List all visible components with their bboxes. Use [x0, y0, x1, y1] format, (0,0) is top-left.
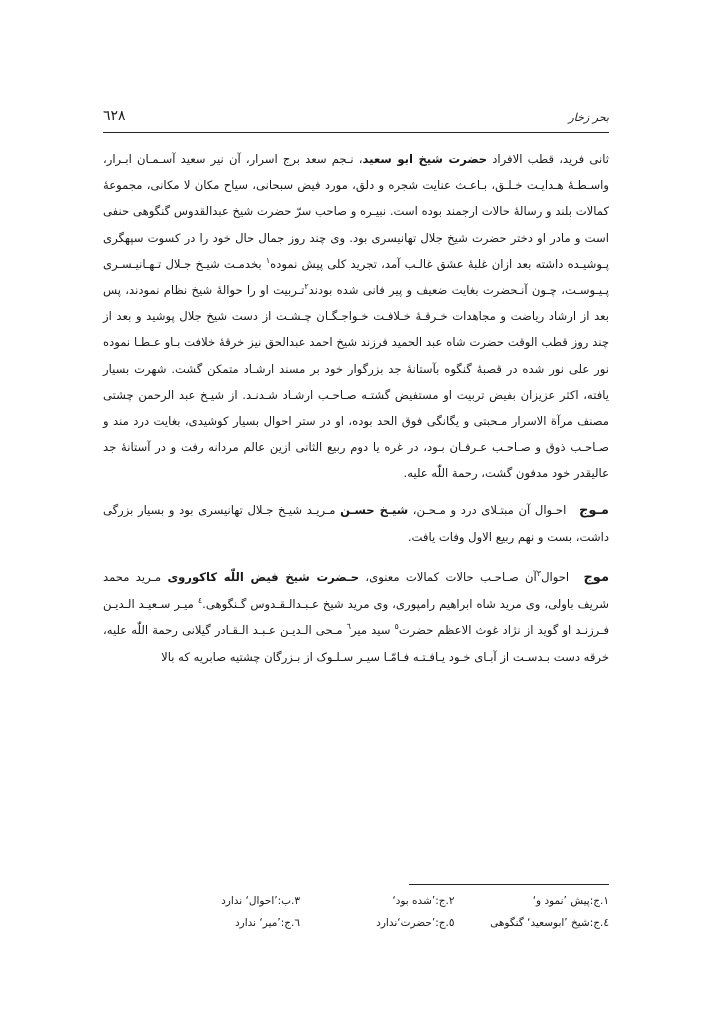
footnote-divider	[409, 884, 609, 885]
paragraph-biography-abu-saeed: ثانی فرید، قطب الافراد حضرت شیخ ابو سعید، نـجم سعد برج اسرار، آن نیر سعید آسـمـان ابـرار، واسـطـهٔ هـدایـت خـلـق، بـاعـث عنایت شجره و دلق، مورد فیض سبحانی، سیاح مکان لا مکانی، مجموعهٔ کمالات بلند و رسالهٔ حالات ارجمند بوده است. نبیـره و صاحب سرّ حضرت شیخ عبدالقدوس گنگوهی حنفی است و مادر او دختر حضرت شیخ جلال تهانیسری بود. وی چند روز جمال حال خود را در کسوت سپهگری پـوشیـده داشته بعد ازان غلبهٔ عشق غالـب آمد، تجرید کلی پیش نموده$^١$ بخدمـت شیـخ جـلال تـهـانیـسـری پـیـوسـت، چـون آنـحضرت بغایت ضعیف و پیر فانی شده بودند$^٢$تـربیت او را حوالهٔ شیخ نظام نمودند، پس بعد از ارشاد ریاضت و مجاهدات خـرقـهٔ خـلافـت خـواجـگـان چـشـت از دست شیخ جلال پوشید و بعد از چند روز قطب الوقت حضرت شاه عبد الحمید فرزند شیخ احمد عبدالحق نیز خرقهٔ خلافت بـاو عـطـا نموده نور علی نور شده در قصبهٔ گنگوه بآستانهٔ جد بزرگوار خود بر مسند ارشـاد متمکن گشت. شهرت بسیار یافته، اکثر عزیزان بفیض تربیت او مستفیض گشتـه صـاحـب ارشـاد شـدنـد. از شیـخ عبد الرحمن چشتی مصنف مرآة الاسرار مـحبتی و یگانگی فوق الحد بوده، او در ستر احوال بسیار کوشیدی، بغایت درد مند و صـاحـب ذوق و صـاحـب عـرفـان بـود، در غره یا دوم ربیع الثانی ازین عالم مردانه رفت و در آستانهٔ جد عالیقدر خود مدفون گشت، رحمة اللّٰه علیه.	[103, 152, 609, 481]
section-keyword: مـوج	[578, 502, 609, 518]
section-keyword: موج	[583, 570, 610, 586]
footnote: ٢.ج:’شده بود‘	[392, 895, 455, 907]
main-text	[103, 146, 609, 670]
page-header	[103, 108, 609, 124]
footnote-ref: ٥	[394, 622, 399, 632]
footnote-ref: ٣	[536, 569, 542, 579]
footnote-ref: ٦	[346, 622, 351, 632]
paragraph-biography-hasan: مـوج احـوال آن مبتـلای درد و مـحـن، شیـخ حسـن مـریـد شیـخ جـلال تهانیسری بود و بسیار بزرگی داشت، بست و نهم ربیع الاول وفات یافت.	[103, 502, 609, 544]
footnote-row	[150, 912, 609, 934]
name-highlight: شیـخ حسـن	[340, 502, 409, 517]
running-title: بحر زخار	[568, 111, 609, 124]
name-highlight: حـضرت شیخ فیض اللّٰه کاکوروی	[167, 570, 360, 585]
footnotes	[150, 890, 609, 934]
footnote-row	[150, 890, 609, 912]
paragraph-biography-faizullah: موج احوال$^٣$آن صـاحـب حالات کمالات معنوی، حـضرت شیخ فیض اللّٰه کاکوروی مـرید محمد شریف باولی، وی مرید شاه ابراهیم رامپوری، وی مرید شیخ عـبـدالـقـدوس گـنگوهی.$^٤$ میـر سـعیـد الـدیـن فـرزنـد او گوید از نژاد غوث الاعظم حضرت$^٥$ سید میر$^٦$ مـحی الـدیـن عـبـد الـقـادر گیلانی رحمة اللّٰه علیه، خرقه دست بـدسـت از آبـای خـود یـافـتـه فـامّـا سیـر سـلـوک از بـزرگان چشتیه صابریه که بالا	[103, 569, 610, 664]
header-divider	[103, 132, 609, 133]
footnote-ref: ٢	[304, 282, 309, 292]
footnote-ref: ٤	[197, 596, 203, 606]
name-highlight: حضرت شیخ ابو سعید	[362, 152, 488, 166]
footnote: ٥.ج:’حضرت‘ندارد	[376, 917, 455, 929]
footnote: ٣.ب:’احوال‘ ندارد	[221, 895, 300, 907]
footnote-ref: ١	[265, 255, 271, 265]
footnote: ٤.ج:شیخ ’ابوسعید‘ گنگوهی	[490, 917, 609, 929]
footnote: ١.ج:پیش ’نمود و‘	[532, 895, 609, 907]
footnote: ٦.ج:’میر‘ ندارد	[235, 917, 300, 929]
page-number: ٦٢٨	[103, 108, 126, 124]
